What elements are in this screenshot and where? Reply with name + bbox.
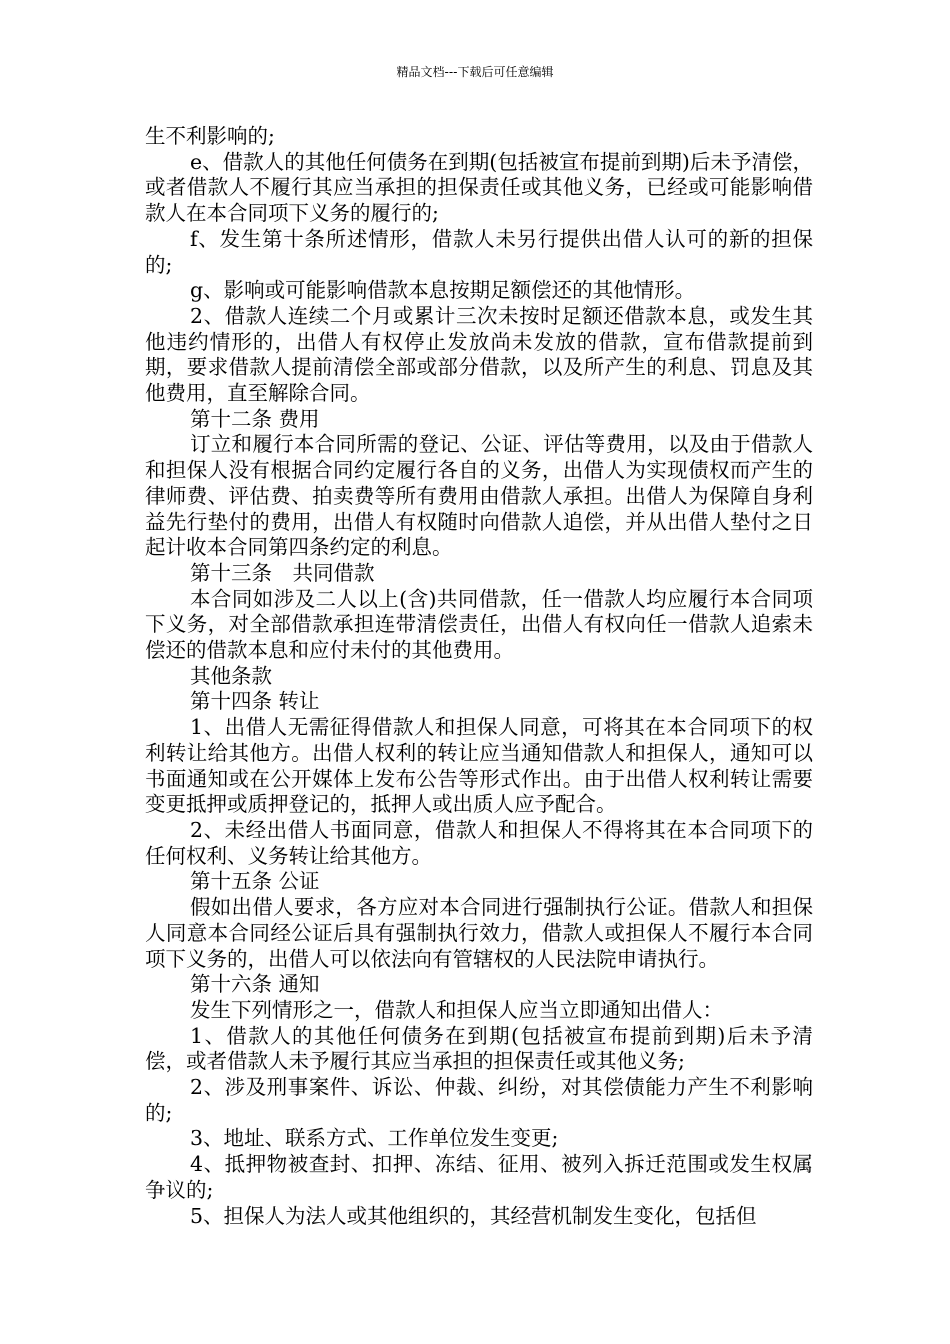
- paragraph: 4、抵押物被查封、扣押、冻结、征用、被列入拆迁范围或发生权属争议的;: [145, 1152, 813, 1202]
- paragraph: 2、涉及刑事案件、诉讼、仲裁、纠纷，对其偿债能力产生不利影响的;: [145, 1075, 813, 1125]
- article-heading: 第十三条 共同借款: [190, 560, 375, 585]
- article-heading: 第十五条 公证: [190, 869, 320, 894]
- paragraph: 3、地址、联系方式、工作单位发生变更;: [190, 1126, 559, 1151]
- paragraph: 本合同如涉及二人以上(含)共同借款，任一借款人均应履行本合同项下义务，对全部借款承担连带清偿责任，出借人有权向任一借款人追索未偿还的借款本息和应付未付的其他费用。: [145, 586, 813, 663]
- paragraph: 5、担保人为法人或其他组织的，其经营机制发生变化，包括但: [190, 1203, 757, 1228]
- paragraph: f、发生第十条所述情形，借款人未另行提供出借人认可的新的担保的;: [145, 226, 813, 277]
- article-heading: 第十四条 转让: [190, 689, 320, 714]
- paragraph: 假如出借人要求，各方应对本合同进行强制执行公证。借款人和担保人同意本合同经公证后具有强制执行效力，借款人或担保人不履行本合同项下义务的，出借人可以依法向有管辖权的人民法院申请执行。: [145, 895, 813, 971]
- document-body: [145, 124, 813, 1229]
- article-heading: 第十二条 费用: [190, 406, 320, 431]
- paragraph: g、影响或可能影响借款本息按期足额偿还的其他情形。: [190, 278, 696, 303]
- paragraph: e、借款人的其他任何债务在到期(包括被宣布提前到期)后未予清偿，或者借款人不履行其应当承担的担保责任或其他义务，已经或可能影响借款人在本合同项下义务的履行的;: [145, 149, 813, 226]
- paragraph: 1、借款人的其他任何债务在到期(包括被宣布提前到期)后未予清偿，或者借款人未予履行其应当承担的担保责任或其他义务;: [145, 1023, 813, 1074]
- paragraph: 发生下列情形之一，借款人和担保人应当立即通知出借人：: [190, 997, 723, 1022]
- paragraph: 生不利影响的;: [145, 124, 275, 148]
- paragraph: 2、借款人连续二个月或累计三次未按时足额还借款本息，或发生其他违约情形的，出借人有权停止发放尚未发放的借款，宣布借款提前到期，要求借款人提前清偿全部或部分借款，以及所产生的利息、罚息及其他费用，直至解除合同。: [145, 303, 813, 406]
- section-heading: 其他条款: [190, 663, 272, 688]
- paragraph: 订立和履行本合同所需的登记、公证、评估等费用，以及由于借款人和担保人没有根据合同约定履行各自的义务，出借人为实现债权而产生的律师费、评估费、拍卖费等所有费用由借款人承担。出借人为保障自身利益先行垫付的费用，出借人有权随时向借款人追偿，并从出借人垫付之日起计收本合同第四条约定的利息。: [145, 432, 813, 560]
- paragraph: 1、出借人无需征得借款人和担保人同意，可将其在本合同项下的权利转让给其他方。出借人权利的转让应当通知借款人和担保人，通知可以书面通知或在公开媒体上发布公告等形式作出。由于出借人权利转让需要变更抵押或质押登记的，抵押人或出质人应予配合。: [145, 715, 813, 817]
- article-heading: 第十六条 通知: [190, 972, 320, 997]
- page-header: 精品文档---下载后可任意编辑: [396, 65, 554, 79]
- paragraph: 2、未经出借人书面同意，借款人和担保人不得将其在本合同项下的任何权利、义务转让给其他方。: [145, 817, 813, 868]
